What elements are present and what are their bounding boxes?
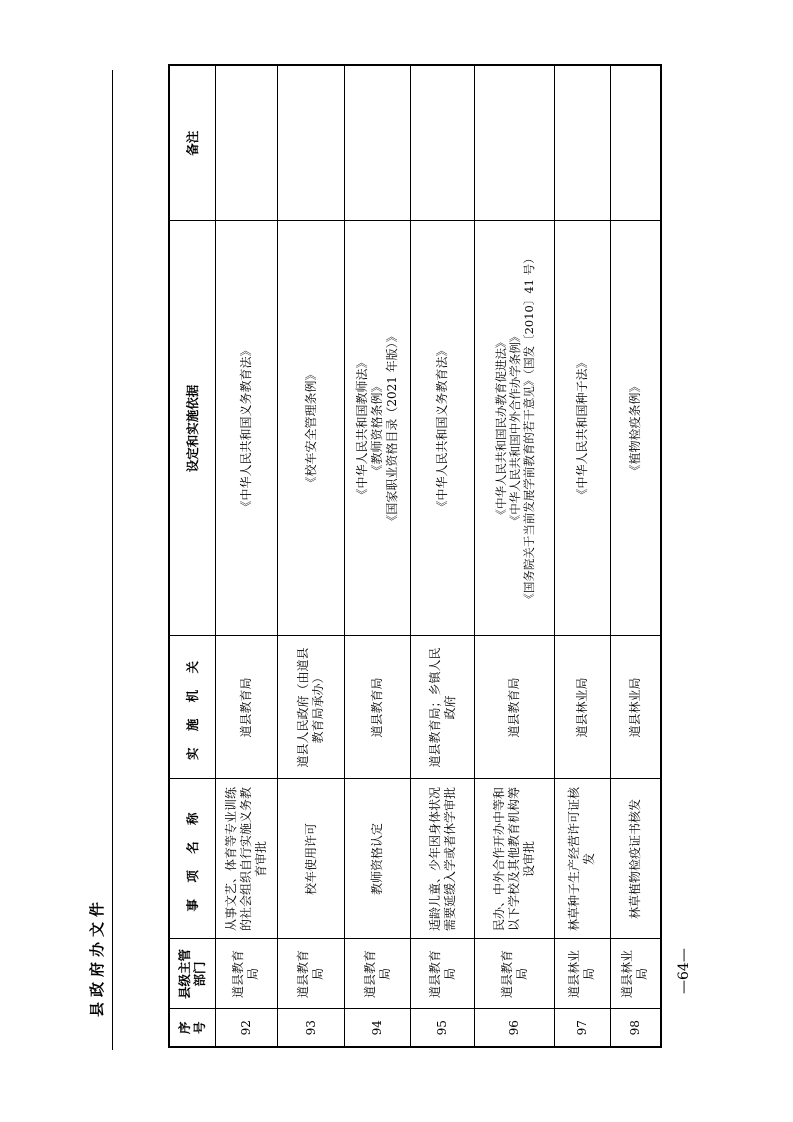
cell-dept: 道县教育局	[410, 939, 474, 1009]
cell-dept: 道县教育局	[345, 939, 410, 1009]
cell-basis: 《校车安全管理条例》	[277, 221, 345, 636]
cell-agency: 道县教育局	[475, 636, 555, 779]
cell-item: 民办、中外合作开办中等和以下学校及其他教育机构筹设审批	[475, 779, 555, 939]
col-header-note: 备注	[169, 65, 215, 221]
cell-no: 92	[215, 1009, 277, 1047]
cell-item: 教师资格认定	[345, 779, 410, 939]
cell-basis: 《中华人民共和国种子法》	[555, 221, 610, 636]
cell-basis: 《中华人民共和国民办教育促进法》 《中华人民共和国中外合作办学条例》 《国务院关于当前发展学前教育的若干意见》（国发〔2010〕41 号）	[475, 221, 555, 636]
cell-item: 林草种子生产经营许可证核发	[555, 779, 610, 939]
col-header-no: 序号	[169, 1009, 215, 1047]
cell-agency: 道县人民政府（由道县教育局承办）	[277, 636, 345, 779]
document-header-title: 县政府办文件	[88, 896, 106, 1017]
table-row	[610, 65, 661, 1047]
cell-basis: 《中华人民共和国义务教育法》	[215, 221, 277, 636]
cell-dept: 道县林业局	[555, 939, 610, 1009]
cell-no: 93	[277, 1009, 345, 1047]
cell-no: 94	[345, 1009, 410, 1047]
cell-no: 96	[475, 1009, 555, 1047]
col-header-item: 事 项 名 称	[169, 779, 215, 939]
col-header-dept: 县级主管部门	[169, 939, 215, 1009]
approval-items-table	[168, 64, 662, 1048]
table-row	[277, 65, 345, 1047]
page-number: —64—	[676, 948, 692, 994]
table-row	[215, 65, 277, 1047]
cell-note	[410, 65, 474, 221]
cell-no: 97	[555, 1009, 610, 1047]
cell-dept: 道县教育局	[475, 939, 555, 1009]
cell-note	[475, 65, 555, 221]
cell-note	[555, 65, 610, 221]
cell-no: 95	[410, 1009, 474, 1047]
table-row	[410, 65, 474, 1047]
table-row	[345, 65, 410, 1047]
cell-dept: 道县教育局	[215, 939, 277, 1009]
cell-agency: 道县林业局	[555, 636, 610, 779]
cell-note	[345, 65, 410, 221]
cell-dept: 道县林业局	[610, 939, 661, 1009]
cell-agency: 道县教育局	[345, 636, 410, 779]
cell-item: 校车使用许可	[277, 779, 345, 939]
cell-agency: 道县林业局	[610, 636, 661, 779]
cell-note	[215, 65, 277, 221]
cell-note	[610, 65, 661, 221]
table-row	[555, 65, 610, 1047]
table-row	[475, 65, 555, 1047]
cell-item: 适龄儿童、少年因身体状况需要延缓入学或者休学审批	[410, 779, 474, 939]
cell-item: 林草植物检疫证书核发	[610, 779, 661, 939]
cell-agency: 道县教育局；乡镇人民政府	[410, 636, 474, 779]
cell-note	[277, 65, 345, 221]
cell-basis: 《中华人民共和国义务教育法》	[410, 221, 474, 636]
cell-item: 从事文艺、体育等专业训练的社会组织自行实施义务教育审批	[215, 779, 277, 939]
cell-basis: 《植物检疫条例》	[610, 221, 661, 636]
col-header-basis: 设定和实施依据	[169, 221, 215, 636]
cell-basis: 《中华人民共和国教师法》 《教师资格条例》 《国家职业资格目录（2021 年版）》	[345, 221, 410, 636]
col-header-agency: 实 施 机 关	[169, 636, 215, 779]
cell-no: 98	[610, 1009, 661, 1047]
header-rule	[112, 70, 113, 1050]
cell-agency: 道县教育局	[215, 636, 277, 779]
table-header-row	[169, 65, 215, 1047]
cell-dept: 道县教育局	[277, 939, 345, 1009]
